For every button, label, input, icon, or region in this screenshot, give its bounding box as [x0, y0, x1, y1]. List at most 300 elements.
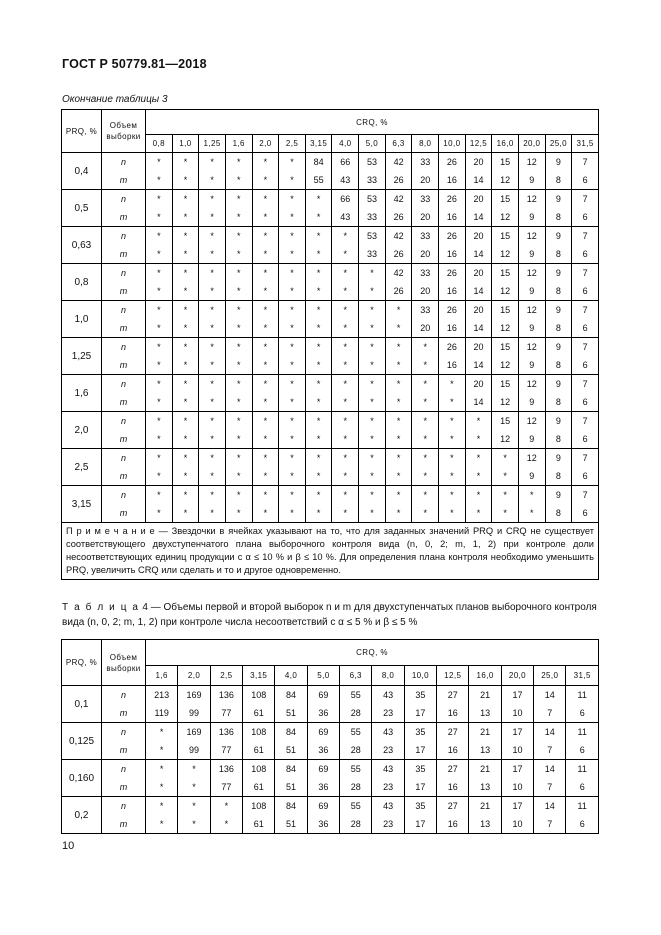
cell-n: *	[199, 264, 226, 283]
cell-n: 9	[545, 153, 572, 172]
cell-m: *	[465, 504, 492, 523]
cell-m: *	[439, 430, 466, 449]
cell-m: *	[252, 319, 279, 338]
cell-m: *	[332, 467, 359, 486]
cell-n: 55	[340, 797, 372, 816]
cell-n: 14	[534, 723, 566, 742]
sample-m-label: m	[102, 356, 146, 375]
cell-n: 84	[275, 723, 307, 742]
cell-m: 6	[572, 504, 599, 523]
cell-m: *	[199, 467, 226, 486]
cell-m: *	[305, 430, 332, 449]
cell-n: 11	[566, 760, 599, 779]
cell-n: 9	[545, 190, 572, 209]
cell-m: 16	[439, 171, 466, 190]
cell-n: 7	[572, 338, 599, 357]
cell-m: 9	[518, 356, 545, 375]
cell-n: *	[305, 190, 332, 209]
cell-m: *	[199, 245, 226, 264]
prq-value: 0,1	[62, 686, 102, 723]
cell-m: *	[279, 356, 306, 375]
cell-m: 23	[372, 815, 404, 834]
cell-m: *	[305, 504, 332, 523]
cell-m: 6	[572, 467, 599, 486]
cell-n: *	[439, 375, 466, 394]
cell-m: 77	[210, 741, 242, 760]
cell-n: *	[332, 338, 359, 357]
cell-m: 51	[275, 741, 307, 760]
cell-m: *	[332, 430, 359, 449]
cell-n: *	[279, 301, 306, 320]
cell-m: 9	[518, 319, 545, 338]
cell-n: 42	[385, 227, 412, 246]
cell-n: 12	[518, 301, 545, 320]
cell-n: 12	[518, 338, 545, 357]
cell-n: *	[252, 338, 279, 357]
cell-m: *	[199, 171, 226, 190]
cell-n: 26	[439, 190, 466, 209]
prq-value: 0,63	[62, 227, 102, 264]
cell-m: 16	[439, 245, 466, 264]
cell-m: *	[172, 319, 199, 338]
cell-m: *	[178, 778, 210, 797]
cell-m: *	[146, 430, 173, 449]
cell-m: 6	[566, 704, 599, 723]
cell-m: 16	[437, 815, 469, 834]
table-row	[62, 319, 599, 338]
cell-n: 17	[501, 797, 533, 816]
cell-m: *	[332, 356, 359, 375]
cell-n: 35	[404, 686, 436, 705]
cell-n: *	[439, 486, 466, 505]
cell-n: *	[252, 449, 279, 468]
cell-n: 7	[572, 412, 599, 431]
cell-n: *	[172, 227, 199, 246]
cell-m: 7	[534, 741, 566, 760]
cell-n: 20	[465, 153, 492, 172]
cell-m: *	[305, 319, 332, 338]
cell-m: *	[199, 208, 226, 227]
cell-n: *	[172, 486, 199, 505]
cell-n: 35	[404, 797, 436, 816]
cell-n: 42	[385, 190, 412, 209]
crq-value: 12,5	[465, 135, 492, 153]
cell-n: 11	[566, 686, 599, 705]
cell-n: 26	[439, 227, 466, 246]
cell-m: *	[199, 319, 226, 338]
table-row	[62, 282, 599, 301]
cell-n: *	[279, 486, 306, 505]
sample-m-label: m	[102, 504, 146, 523]
cell-m: *	[199, 282, 226, 301]
cell-m: *	[332, 319, 359, 338]
cell-m: *	[225, 430, 252, 449]
table-3	[61, 109, 599, 580]
cell-n: *	[279, 449, 306, 468]
cell-n: 53	[359, 190, 386, 209]
cell-n: *	[385, 301, 412, 320]
note-text: — Звездочки в ячейках указывают на то, что для заданных значений PRQ и CRQ не существует соответствующего двухступенчатого плана выборочного контроля вида (n, 0, 2; m, 1, 2) при контроле доли несоответствующих единиц продукции с α ≤ 10 % и β ≤ 10 %. Для определения плана контроля необходимо уменьшить PRQ, увеличить CRQ или сделать и то и другое одновременно.	[66, 526, 594, 575]
cell-n: 108	[243, 797, 275, 816]
cell-m: 26	[385, 245, 412, 264]
cell-m: 119	[146, 704, 178, 723]
cell-n: 53	[359, 153, 386, 172]
crq-value: 5,0	[359, 135, 386, 153]
cell-n: *	[199, 338, 226, 357]
cell-m: 28	[340, 741, 372, 760]
cell-n: *	[172, 449, 199, 468]
cell-m: 28	[340, 778, 372, 797]
cell-m: 61	[243, 815, 275, 834]
cell-m: 99	[178, 704, 210, 723]
prq-value: 0,125	[62, 723, 102, 760]
cell-n: 15	[492, 227, 519, 246]
cell-n: 15	[492, 190, 519, 209]
cell-n: 12	[518, 153, 545, 172]
cell-m: 8	[545, 171, 572, 190]
sample-n-label: n	[102, 449, 146, 468]
cell-n: 42	[385, 153, 412, 172]
cell-m: 23	[372, 741, 404, 760]
cell-n: *	[146, 227, 173, 246]
cell-m: *	[385, 467, 412, 486]
cell-n: 15	[492, 375, 519, 394]
sample-m-label: m	[102, 245, 146, 264]
cell-n: *	[332, 486, 359, 505]
cell-m: *	[252, 356, 279, 375]
cell-m: *	[172, 282, 199, 301]
cell-n: *	[279, 264, 306, 283]
cell-m: 77	[210, 778, 242, 797]
prq-value: 1,25	[62, 338, 102, 375]
cell-m: 12	[492, 319, 519, 338]
table-row	[62, 486, 599, 505]
cell-n: 9	[545, 449, 572, 468]
cell-m: 36	[307, 778, 339, 797]
cell-m: 8	[545, 430, 572, 449]
cell-n: 15	[492, 338, 519, 357]
crq-value: 25,0	[545, 135, 572, 153]
table-row	[62, 412, 599, 431]
cell-m: *	[305, 282, 332, 301]
prq-value: 0,8	[62, 264, 102, 301]
cell-m: *	[439, 393, 466, 412]
cell-m: *	[279, 319, 306, 338]
table-row	[62, 430, 599, 449]
cell-m: 55	[305, 171, 332, 190]
prq-value: 0,160	[62, 760, 102, 797]
cell-m: 13	[469, 778, 501, 797]
cell-n: *	[252, 486, 279, 505]
crq-value: 6,3	[385, 135, 412, 153]
cell-n: *	[178, 760, 210, 779]
cell-m: 43	[332, 171, 359, 190]
cell-m: 12	[492, 393, 519, 412]
table-note	[62, 523, 599, 580]
cell-n: 33	[412, 264, 439, 283]
cell-m: *	[146, 356, 173, 375]
cell-m: *	[412, 467, 439, 486]
cell-m: 8	[545, 245, 572, 264]
cell-n: *	[172, 338, 199, 357]
cell-m: *	[465, 430, 492, 449]
cell-m: *	[146, 282, 173, 301]
cell-n: 20	[465, 227, 492, 246]
crq-value: 16,0	[469, 666, 501, 686]
cell-m: *	[172, 504, 199, 523]
cell-n: *	[225, 264, 252, 283]
cell-n: 55	[340, 686, 372, 705]
cell-m: *	[225, 171, 252, 190]
table-row	[62, 467, 599, 486]
cell-m: 14	[465, 245, 492, 264]
cell-n: 9	[545, 227, 572, 246]
header-sample-size: Объем выборки	[102, 640, 146, 686]
crq-value: 12,5	[437, 666, 469, 686]
cell-n: 9	[545, 301, 572, 320]
cell-m: *	[279, 430, 306, 449]
crq-value: 10,0	[439, 135, 466, 153]
sample-n-label: n	[102, 797, 146, 816]
cell-n: 7	[572, 227, 599, 246]
table-row	[62, 797, 599, 816]
cell-m: *	[146, 467, 173, 486]
cell-n: *	[225, 153, 252, 172]
cell-n: *	[199, 449, 226, 468]
cell-n: *	[199, 375, 226, 394]
cell-m: *	[279, 504, 306, 523]
cell-m: *	[439, 504, 466, 523]
cell-m: 8	[545, 504, 572, 523]
table-row	[62, 356, 599, 375]
cell-n: 7	[572, 153, 599, 172]
cell-m: 6	[572, 171, 599, 190]
cell-n: 136	[210, 686, 242, 705]
table-row	[62, 504, 599, 523]
cell-n: 43	[372, 760, 404, 779]
table-row	[62, 760, 599, 779]
prq-value: 3,15	[62, 486, 102, 523]
cell-n: *	[412, 486, 439, 505]
cell-n: 17	[501, 723, 533, 742]
cell-n: *	[146, 449, 173, 468]
prq-value: 2,5	[62, 449, 102, 486]
cell-m: 6	[572, 282, 599, 301]
table-row	[62, 190, 599, 209]
cell-m: 16	[439, 208, 466, 227]
cell-m: *	[210, 815, 242, 834]
table-row	[62, 741, 599, 760]
cell-m: 20	[412, 245, 439, 264]
cell-n: 69	[307, 686, 339, 705]
cell-m: 36	[307, 704, 339, 723]
table-row	[62, 208, 599, 227]
cell-m: *	[492, 504, 519, 523]
cell-m: *	[332, 282, 359, 301]
cell-n: 9	[545, 486, 572, 505]
cell-n: *	[172, 264, 199, 283]
cell-n: *	[332, 375, 359, 394]
cell-m: *	[279, 282, 306, 301]
cell-m: *	[172, 171, 199, 190]
cell-m: *	[146, 778, 178, 797]
sample-n-label: n	[102, 301, 146, 320]
header-sample-size: Объем выборки	[102, 110, 146, 153]
cell-n: 7	[572, 449, 599, 468]
cell-n: 84	[305, 153, 332, 172]
cell-n: *	[199, 301, 226, 320]
cell-n: 26	[439, 153, 466, 172]
cell-n: *	[225, 338, 252, 357]
cell-m: 14	[465, 393, 492, 412]
cell-m: *	[305, 208, 332, 227]
cell-m: *	[172, 393, 199, 412]
cell-n: *	[146, 153, 173, 172]
cell-n: *	[146, 797, 178, 816]
prq-value: 0,5	[62, 190, 102, 227]
crq-value: 10,0	[404, 666, 436, 686]
cell-n: 33	[412, 301, 439, 320]
table-row	[62, 245, 599, 264]
cell-n: 84	[275, 797, 307, 816]
cell-m: *	[252, 245, 279, 264]
crq-value: 1,6	[225, 135, 252, 153]
cell-n: *	[199, 227, 226, 246]
cell-n: *	[172, 412, 199, 431]
cell-n: *	[279, 375, 306, 394]
table-row	[62, 449, 599, 468]
cell-m: 9	[518, 430, 545, 449]
cell-m: *	[279, 467, 306, 486]
cell-n: 169	[178, 723, 210, 742]
cell-m: *	[305, 467, 332, 486]
cell-n: *	[439, 449, 466, 468]
cell-n: *	[359, 264, 386, 283]
cell-m: *	[385, 504, 412, 523]
cell-n: *	[305, 338, 332, 357]
cell-n: *	[225, 190, 252, 209]
cell-n: *	[252, 190, 279, 209]
cell-n: 11	[566, 797, 599, 816]
cell-m: 6	[572, 245, 599, 264]
cell-m: 10	[501, 815, 533, 834]
sample-n-label: n	[102, 486, 146, 505]
cell-n: *	[332, 301, 359, 320]
cell-m: *	[146, 208, 173, 227]
cell-n: *	[412, 449, 439, 468]
cell-m: 16	[439, 319, 466, 338]
cell-m: 7	[534, 778, 566, 797]
cell-n: *	[385, 486, 412, 505]
cell-n: 9	[545, 264, 572, 283]
cell-m: *	[359, 467, 386, 486]
cell-n: 11	[566, 723, 599, 742]
cell-n: 20	[465, 338, 492, 357]
cell-m: *	[252, 208, 279, 227]
cell-n: *	[305, 227, 332, 246]
cell-m: *	[359, 319, 386, 338]
cell-n: *	[199, 412, 226, 431]
table4-caption	[62, 600, 602, 630]
sample-m-label: m	[102, 704, 146, 723]
table-row	[62, 815, 599, 834]
cell-m: *	[305, 356, 332, 375]
cell-m: 6	[572, 208, 599, 227]
cell-n: *	[279, 153, 306, 172]
cell-n: *	[225, 301, 252, 320]
cell-n: 169	[178, 686, 210, 705]
sample-n-label: n	[102, 190, 146, 209]
cell-m: 12	[492, 430, 519, 449]
cell-n: 33	[412, 153, 439, 172]
cell-n: 20	[465, 301, 492, 320]
cell-n: *	[199, 486, 226, 505]
cell-m: 51	[275, 815, 307, 834]
cell-n: 12	[518, 449, 545, 468]
cell-n: 12	[518, 227, 545, 246]
cell-n: *	[359, 449, 386, 468]
cell-m: *	[332, 245, 359, 264]
cell-m: 9	[518, 208, 545, 227]
cell-n: 26	[439, 338, 466, 357]
cell-n: *	[210, 797, 242, 816]
cell-m: 9	[518, 245, 545, 264]
cell-m: 26	[385, 171, 412, 190]
cell-m: 7	[534, 815, 566, 834]
cell-m: *	[146, 319, 173, 338]
sample-n-label: n	[102, 338, 146, 357]
sample-n-label: n	[102, 153, 146, 172]
cell-m: 33	[359, 171, 386, 190]
cell-n: 12	[518, 190, 545, 209]
cell-m: 17	[404, 778, 436, 797]
table-row	[62, 723, 599, 742]
cell-m: 36	[307, 815, 339, 834]
cell-n: *	[146, 264, 173, 283]
cell-n: 9	[545, 375, 572, 394]
cell-m: 61	[243, 704, 275, 723]
cell-n: *	[385, 375, 412, 394]
cell-n: 42	[385, 264, 412, 283]
cell-m: *	[412, 356, 439, 375]
cell-m: 13	[469, 704, 501, 723]
cell-n: 15	[492, 412, 519, 431]
cell-m: *	[225, 393, 252, 412]
cell-m: 33	[359, 208, 386, 227]
cell-n: *	[279, 227, 306, 246]
table-row	[62, 375, 599, 394]
sample-n-label: n	[102, 686, 146, 705]
crq-value: 31,5	[572, 135, 599, 153]
cell-m: *	[439, 467, 466, 486]
cell-m: *	[305, 393, 332, 412]
cell-m: 23	[372, 704, 404, 723]
cell-m: *	[359, 504, 386, 523]
crq-value: 2,5	[279, 135, 306, 153]
crq-value: 6,3	[340, 666, 372, 686]
cell-n: *	[199, 153, 226, 172]
sample-m-label: m	[102, 319, 146, 338]
cell-m: *	[146, 504, 173, 523]
cell-m: *	[225, 467, 252, 486]
cell-m: *	[252, 504, 279, 523]
cell-n: *	[146, 338, 173, 357]
cell-n: 20	[465, 375, 492, 394]
cell-n: *	[385, 338, 412, 357]
cell-m: 8	[545, 319, 572, 338]
cell-m: *	[172, 430, 199, 449]
cell-n: 7	[572, 190, 599, 209]
